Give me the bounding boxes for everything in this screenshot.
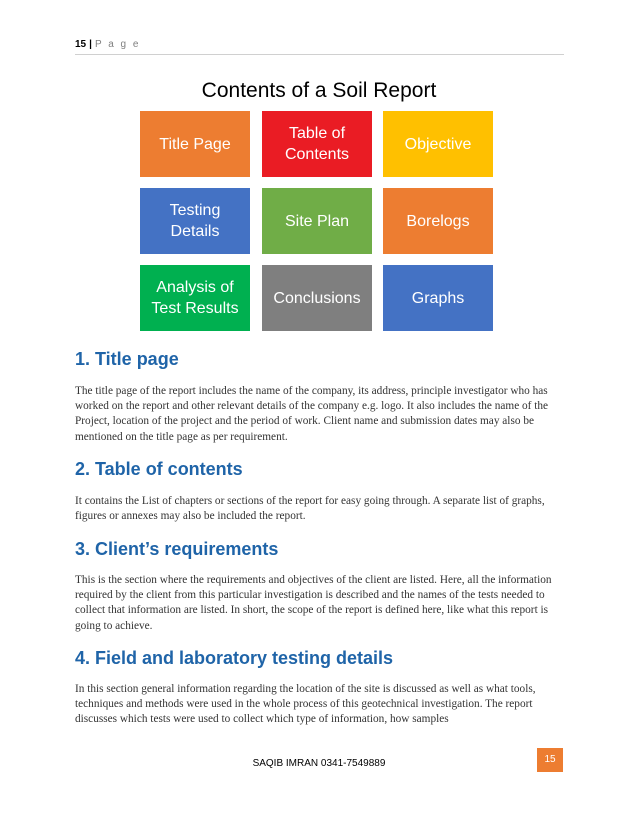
section-heading-client-requirements: 3. Client’s requirements [75,539,279,559]
tile-graphs: Graphs [383,265,493,331]
section-body-title-page: The title page of the report includes the name of the company, its address, principle investigator who has worked on the report and other relevant details of the company e.g. logo. It also includes the name of the Project, location of the project and the period of work. Client name and submission dates may also be mentioned on the title page as per requirement. [75,385,549,443]
section-body-client-requirements: This is the section where the requirements and objectives of the client are listed. Here, all the information required by the client from this particular investigation is described and the names of the tests needed to collect that information are listed. In short, the scope of the report is defined here, like what this report is going to achieve. [75,574,552,632]
footer-page-number: 15 [537,748,563,772]
section-body-table-of-contents: It contains the List of chapters or sections of the report for easy going through. A separate list of graphs, figures or annexes may also be included the report. [75,495,545,523]
tile-analysis-of-test-results: Analysis of Test Results [140,265,250,331]
footer-author: SAQIB IMRAN 0341-7549889 [252,758,386,769]
page-header [75,38,564,55]
tile-objective: Objective [383,111,493,177]
section-heading-table-of-contents: 2. Table of contents [75,459,243,479]
tile-testing-details: Testing Details [140,188,250,254]
tile-table-of-contents: Table of Contents [262,111,372,177]
header-page-label: P a g e [94,39,141,50]
tile-borelogs: Borelogs [383,188,493,254]
header-page-number: 15 [75,39,87,50]
header-separator: | [89,39,92,50]
section-heading-title-page: 1. Title page [75,349,179,369]
tile-conclusions: Conclusions [262,265,372,331]
tile-site-plan: Site Plan [262,188,372,254]
diagram-title: Contents of a Soil Report [201,79,437,102]
tile-title-page: Title Page [140,111,250,177]
section-body-testing-details: In this section general information regarding the location of the site is discussed as well as what tools, techniques and methods were used in the whole process of this geotechnical investigation. The report discusses which tests were used to collect which type of information, how samples [75,683,536,726]
section-heading-testing-details: 4. Field and laboratory testing details [75,648,394,668]
